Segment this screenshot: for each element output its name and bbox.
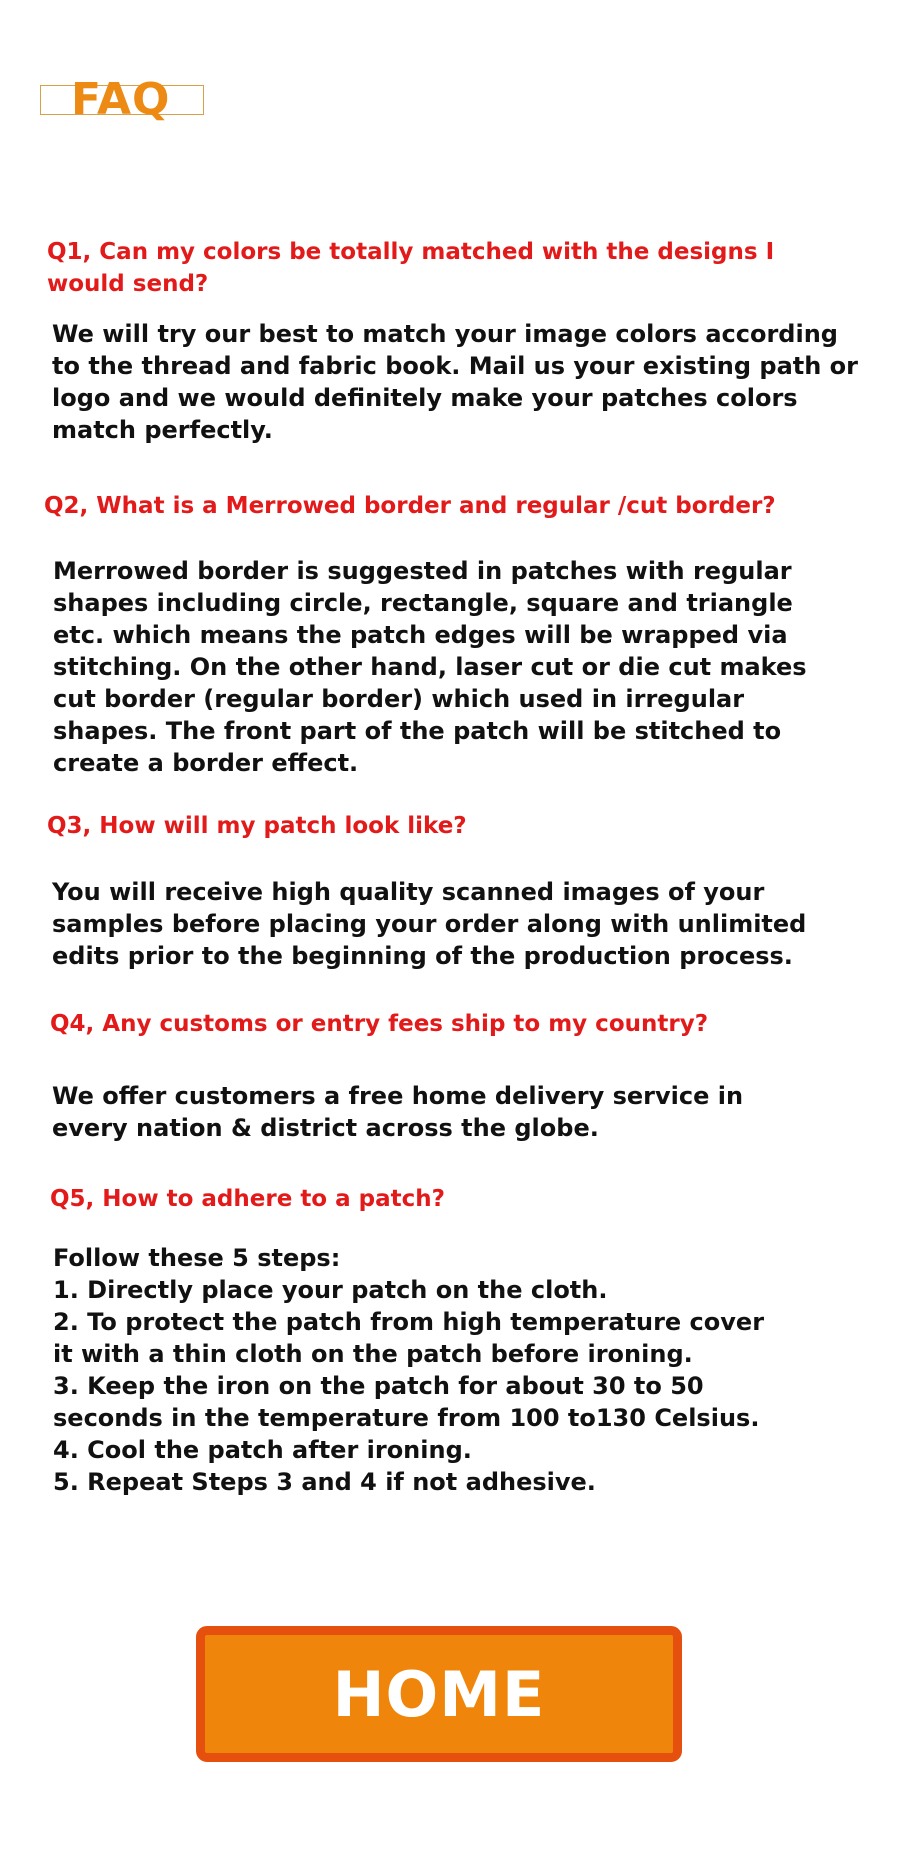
faq-answer-4 (52, 1080, 842, 1144)
question-line: would send? (47, 271, 209, 297)
answer-line: 5. Repeat Steps 3 and 4 if not adhesive. (53, 1468, 596, 1496)
answer-line: every nation & district across the globe. (52, 1114, 599, 1142)
answer-line: it with a thin cloth on the patch before ironing. (53, 1340, 693, 1368)
answer-line: samples before placing your order along with unlimited (52, 910, 807, 938)
answer-line: Follow these 5 steps: (53, 1244, 341, 1272)
answer-line: We offer customers a free home delivery service in (52, 1082, 744, 1110)
answer-line: logo and we would definitely make your patches colors (52, 384, 798, 412)
answer-line: Merrowed border is suggested in patches with regular (53, 557, 792, 585)
answer-line: create a border effect. (53, 749, 359, 777)
answer-line: 2. To protect the patch from high temperature cover (53, 1308, 765, 1336)
home-button-label: HOME (332, 1657, 546, 1731)
question-line: Q4, Any customs or entry fees ship to my country? (50, 1011, 709, 1037)
question-line: Q2, What is a Merrowed border and regular /cut border? (44, 493, 776, 519)
answer-line: We will try our best to match your image colors according (52, 320, 838, 348)
answer-line: stitching. On the other hand, laser cut or die cut makes (53, 653, 807, 681)
faq-question-5 (50, 1183, 830, 1215)
faq-question-2 (44, 490, 824, 522)
faq-answer-1 (52, 318, 859, 446)
answer-line: seconds in the temperature from 100 to130 Celsius. (53, 1404, 760, 1432)
faq-title-box (40, 74, 204, 125)
faq-question-4 (50, 1008, 830, 1040)
page-title: FAQ (71, 74, 171, 125)
home-button[interactable] (196, 1626, 682, 1762)
faq-question-3 (47, 810, 827, 842)
answer-line: shapes. The front part of the patch will be stitched to (53, 717, 782, 745)
question-line: Q1, Can my colors be totally matched with the designs I (47, 239, 775, 265)
faq-answer-3 (52, 876, 842, 972)
answer-line: 3. Keep the iron on the patch for about 30 to 50 (53, 1372, 704, 1400)
faq-answer-5 (53, 1242, 843, 1498)
answer-line: edits prior to the beginning of the production process. (52, 942, 793, 970)
faq-question-1 (47, 236, 827, 300)
answer-line: 1. Directly place your patch on the cloth. (53, 1276, 608, 1304)
answer-line: You will receive high quality scanned images of your (52, 878, 765, 906)
answer-line: to the thread and fabric book. Mail us your existing path or (52, 352, 859, 380)
question-line: Q3, How will my patch look like? (47, 813, 467, 839)
answer-line: shapes including circle, rectangle, square and triangle (53, 589, 793, 617)
faq-answer-2 (53, 555, 843, 779)
answer-line: cut border (regular border) which used in irregular (53, 685, 745, 713)
answer-line: etc. which means the patch edges will be wrapped via (53, 621, 788, 649)
question-line: Q5, How to adhere to a patch? (50, 1186, 445, 1212)
answer-line: match perfectly. (52, 416, 273, 444)
answer-line: 4. Cool the patch after ironing. (53, 1436, 472, 1464)
